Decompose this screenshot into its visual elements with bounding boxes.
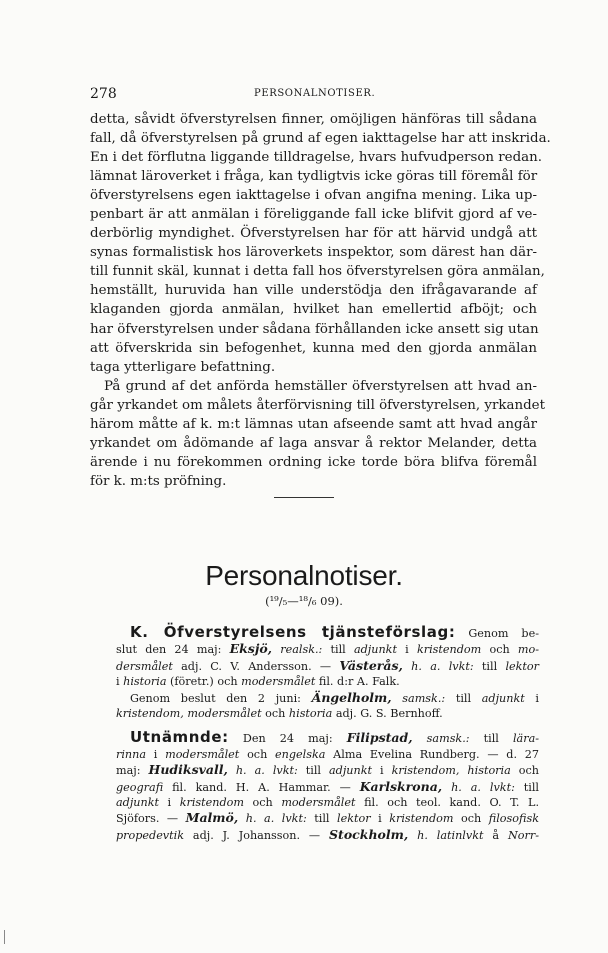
text-line: synas formalistisk hos läroverkets inspektor, som därest han där- bbox=[90, 245, 537, 261]
notice-line: K. Öfverstyrelsens tjänsteförslag: Genom be- bbox=[130, 623, 539, 641]
text-line: ärende i nu förekommen ordning icke torde böra blifva föremål bbox=[90, 454, 537, 470]
notice-heading: K. Öfverstyrelsens tjänsteförslag: bbox=[130, 623, 456, 641]
place-name: Västerås, bbox=[339, 657, 403, 673]
notice-line: Genom beslut den 2 juni: Ängelholm, samsk.: till adjunkt i bbox=[130, 689, 540, 705]
notice-line: kristendom, modersmålet och historia adj. G. S. Bernhoff. bbox=[116, 707, 443, 721]
notice-line: dersmålet adj. C. V. Andersson. — Västerås, h. a. lvkt: till lektor bbox=[116, 657, 540, 673]
text-line: lämnat läroverket i fråga, kan tydligtvis icke göras till föremål för bbox=[90, 169, 538, 185]
place-name: Filipstad, bbox=[346, 730, 413, 746]
body-text bbox=[90, 110, 551, 491]
text-line: härom måtte af k. m:t lämnas utan afseende samt att hvad angår bbox=[90, 416, 537, 432]
text-line: taga ytterligare befattning. bbox=[90, 359, 276, 375]
text-line: yrkandet om ådömande af laga ansvar å rektor Melander, detta bbox=[90, 435, 537, 451]
text-line: På grund af det anförda hemställer öfverstyrelsen att hvad an- bbox=[104, 378, 537, 394]
notice-line: Sjöfors. — Malmö, h. a. lvkt: till lektor i kristendom och filosofisk bbox=[116, 810, 539, 826]
place-name: Malmö, bbox=[185, 810, 239, 826]
notices-block bbox=[116, 625, 539, 843]
place-name: Eksjö, bbox=[229, 641, 273, 657]
text-line: för k. m:ts pröfning. bbox=[90, 473, 227, 489]
notice-line: rinna i modersmålet och engelska Alma Evelina Rundberg. — d. 27 bbox=[116, 747, 539, 761]
text-line: penbart är att anmälan i föreliggande fall icke blifvit gjord af ve- bbox=[90, 207, 537, 223]
running-head: PERSONALNOTISER. bbox=[254, 88, 376, 99]
text-line: detta, såvidt öfverstyrelsen finner, omöjligen hänföras till sådana bbox=[90, 112, 537, 127]
margin-mark bbox=[4, 930, 5, 944]
text-line: fall, då öfverstyrelsen på grund af egen iakttagelse har att inskrida. bbox=[90, 131, 551, 147]
notice-line: geografi fil. kand. H. A. Hammar. — Karlskrona, h. a. lvkt: till bbox=[116, 778, 539, 794]
place-name: Hudiksvall, bbox=[148, 762, 228, 778]
notice-line: adjunkt i kristendom och modersmålet fil. och teol. kand. O. T. L. bbox=[116, 796, 539, 810]
text-line: derbörlig myndighet. Öfverstyrelsen har för att härvid undgå att bbox=[90, 226, 537, 242]
text-line: har öfverstyrelsen under sådana förhållanden icke ansett sig utan bbox=[90, 321, 539, 337]
notice-line: maj: Hudiksvall, h. a. lvkt: till adjunkt i kristendom, historia och bbox=[116, 762, 539, 778]
notice-heading: Utnämnde: bbox=[130, 728, 229, 747]
place-name: Karlskrona, bbox=[359, 778, 443, 794]
text-line: hemställt, huruvida han ville understödja den ifrågavarande af bbox=[90, 283, 537, 299]
date-range: (¹⁹/₅—¹⁸/₆ 09). bbox=[265, 594, 343, 608]
text-line: klaganden gjorda anmälan, hvilket han emellertid afböjt; och bbox=[90, 302, 537, 318]
notice-line: propedevtik adj. J. Johansson. — Stockholm, h. latinlvkt å Norr- bbox=[116, 826, 539, 842]
place-name: Ängelholm, bbox=[311, 689, 392, 705]
section-title: Personalnotiser. bbox=[205, 560, 403, 591]
text-line: öfverstyrelsens egen iakttagelse i ofvan angifna mening. Lika up- bbox=[90, 188, 537, 204]
section-divider bbox=[274, 497, 334, 498]
notice-line: i historia (företr.) och modersmålet fil. d:r A. Falk. bbox=[116, 675, 400, 689]
notice-line: slut den 24 maj: Eksjö, realsk.: till adjunkt i kristendom och mo- bbox=[116, 641, 539, 657]
text-line: att öfverskrida sin befogenhet, kunna med den gjorda anmälan bbox=[90, 340, 537, 356]
text-line: En i det förflutna liggande tilldragelse, hvars hufvudperson redan. bbox=[90, 150, 543, 166]
place-name: Stockholm, bbox=[329, 826, 409, 842]
page-number: 278 bbox=[90, 86, 117, 102]
text-line: till funnit skäl, kunnat i detta fall hos öfverstyrelsen göra anmälan, bbox=[90, 264, 545, 280]
text-line: går yrkandet om målets återförvisning till öfverstyrelsen, yrkandet bbox=[90, 397, 545, 413]
notice-line: Utnämnde: Den 24 maj: Filipstad, samsk.: till lära- bbox=[130, 728, 540, 747]
